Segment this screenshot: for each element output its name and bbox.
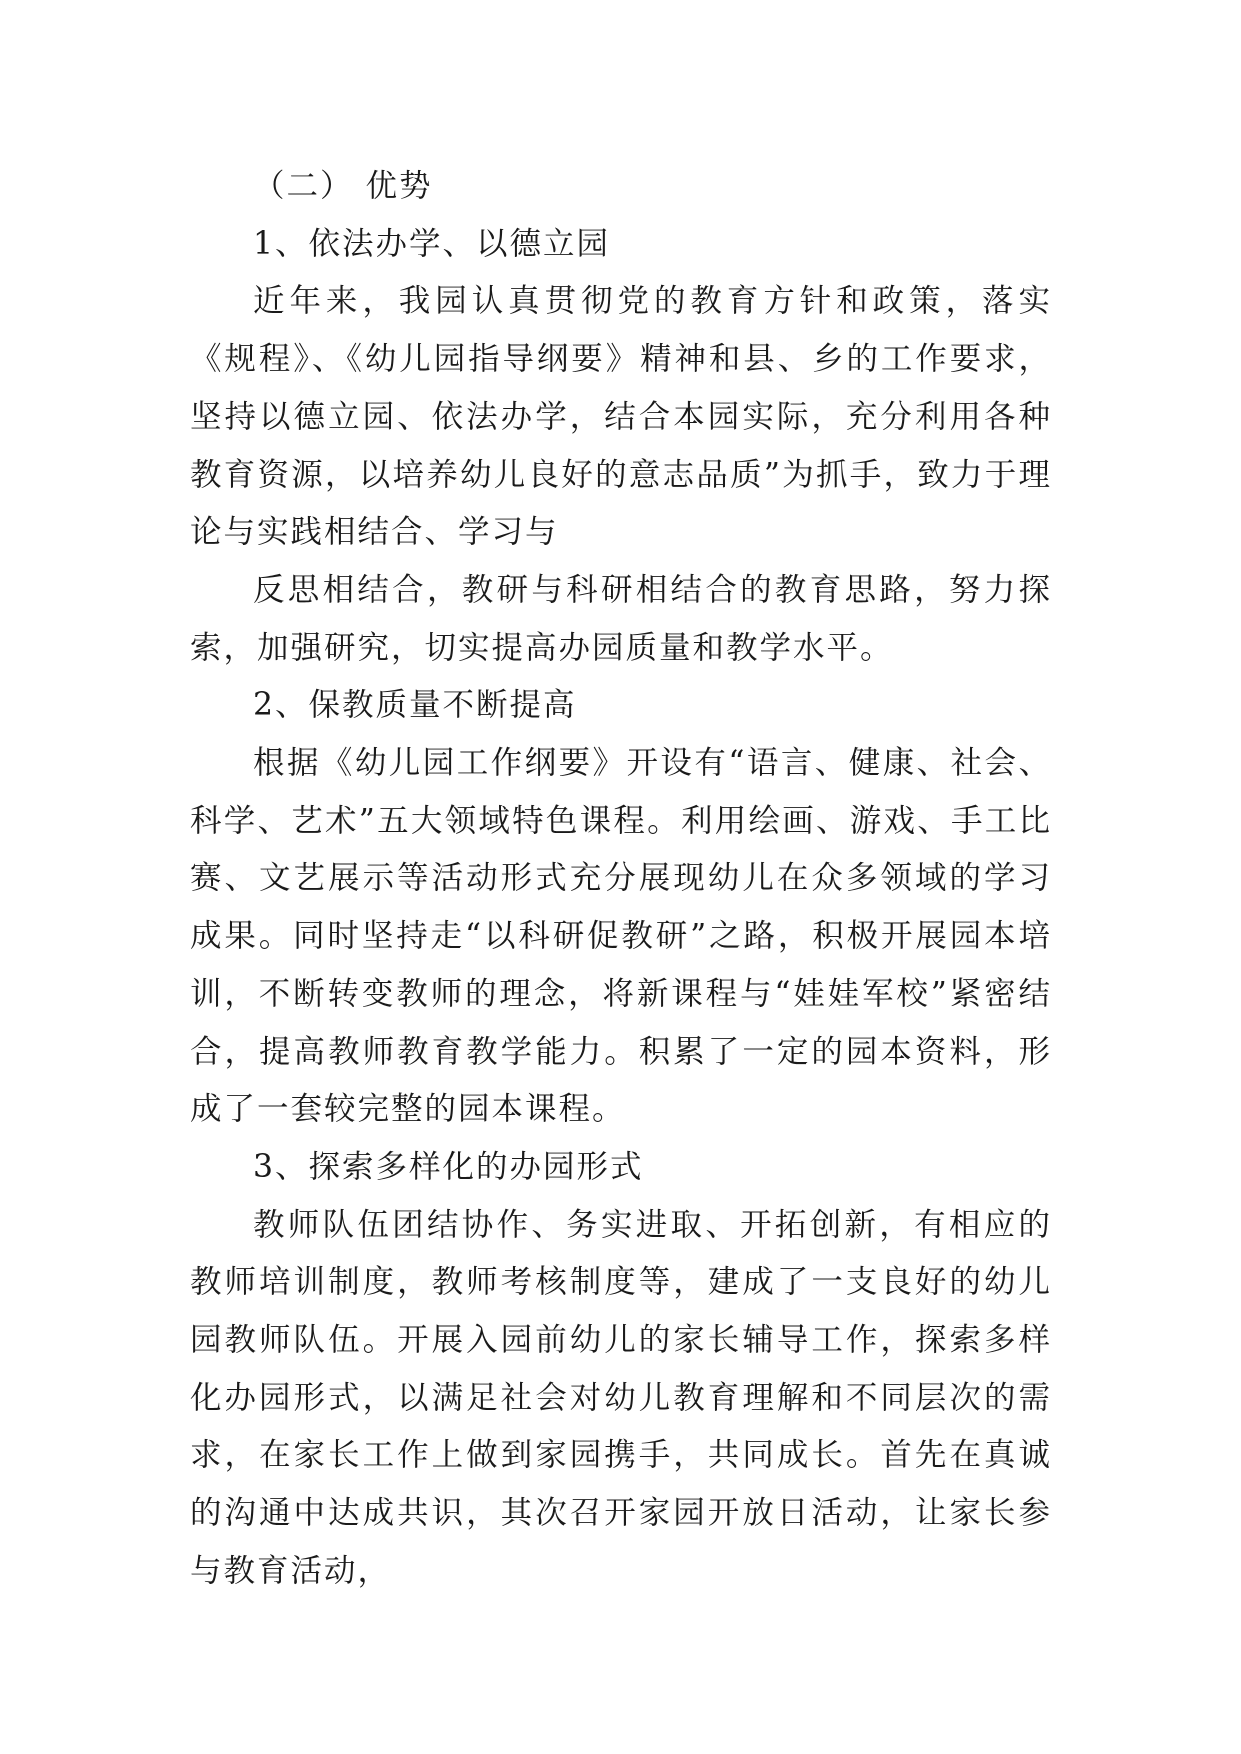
paragraph-1-1: 近年来，我园认真贯彻党的教育方针和政策，落实《规程》、《幼儿园指导纲要》精神和县、乡的工作要求，坚持以德立园、依法办学，结合本园实际，充分利用各种教育资源，以培养幼儿良好的意志品质”为抓手，致力于理论与实践相结合、学习与: [190, 283, 1052, 551]
paragraph-3-1: 教师队伍团结协作、务实进取、开拓创新，有相应的教师培训制度，教师考核制度等，建成了一支良好的幼儿园教师队伍。开展入园前幼儿的家长辅导工作，探索多样化办园形式，以满足社会对幼儿教育理解和不同层次的需求，在家长工作上做到家园携手，共同成长。首先在真诚的沟通中达成共识，其次召开家园开放日活动，让家长参与教育活动，: [190, 1206, 1052, 1589]
document-page: [190, 158, 1052, 1601]
section-heading: （二） 优势: [253, 168, 433, 204]
paragraph-2-1: 根据《幼儿园工作纲要》开设有“语言、健康、社会、科学、艺术”五大领域特色课程。利用绘画、游戏、手工比赛、文艺展示等活动形式充分展现幼儿在众多领域的学习成果。同时坚持走“以科研促教研”之路，积极开展园本培训，不断转变教师的理念，将新课程与“娃娃军校”紧密结合，提高教师教育教学能力。积累了一定的园本资料，形成了一套较完整的园本课程。: [190, 745, 1052, 1128]
subsection-heading-3: 3、探索多样化的办园形式: [253, 1148, 644, 1185]
paragraph-1-2: 反思相结合，教研与科研相结合的教育思路，努力探索，加强研究，切实提高办园质量和教学水平。: [190, 571, 1052, 666]
subsection-heading-2: 2、保教质量不断提高: [253, 687, 577, 724]
subsection-heading-1: 1、依法办学、以德立园: [253, 225, 611, 262]
